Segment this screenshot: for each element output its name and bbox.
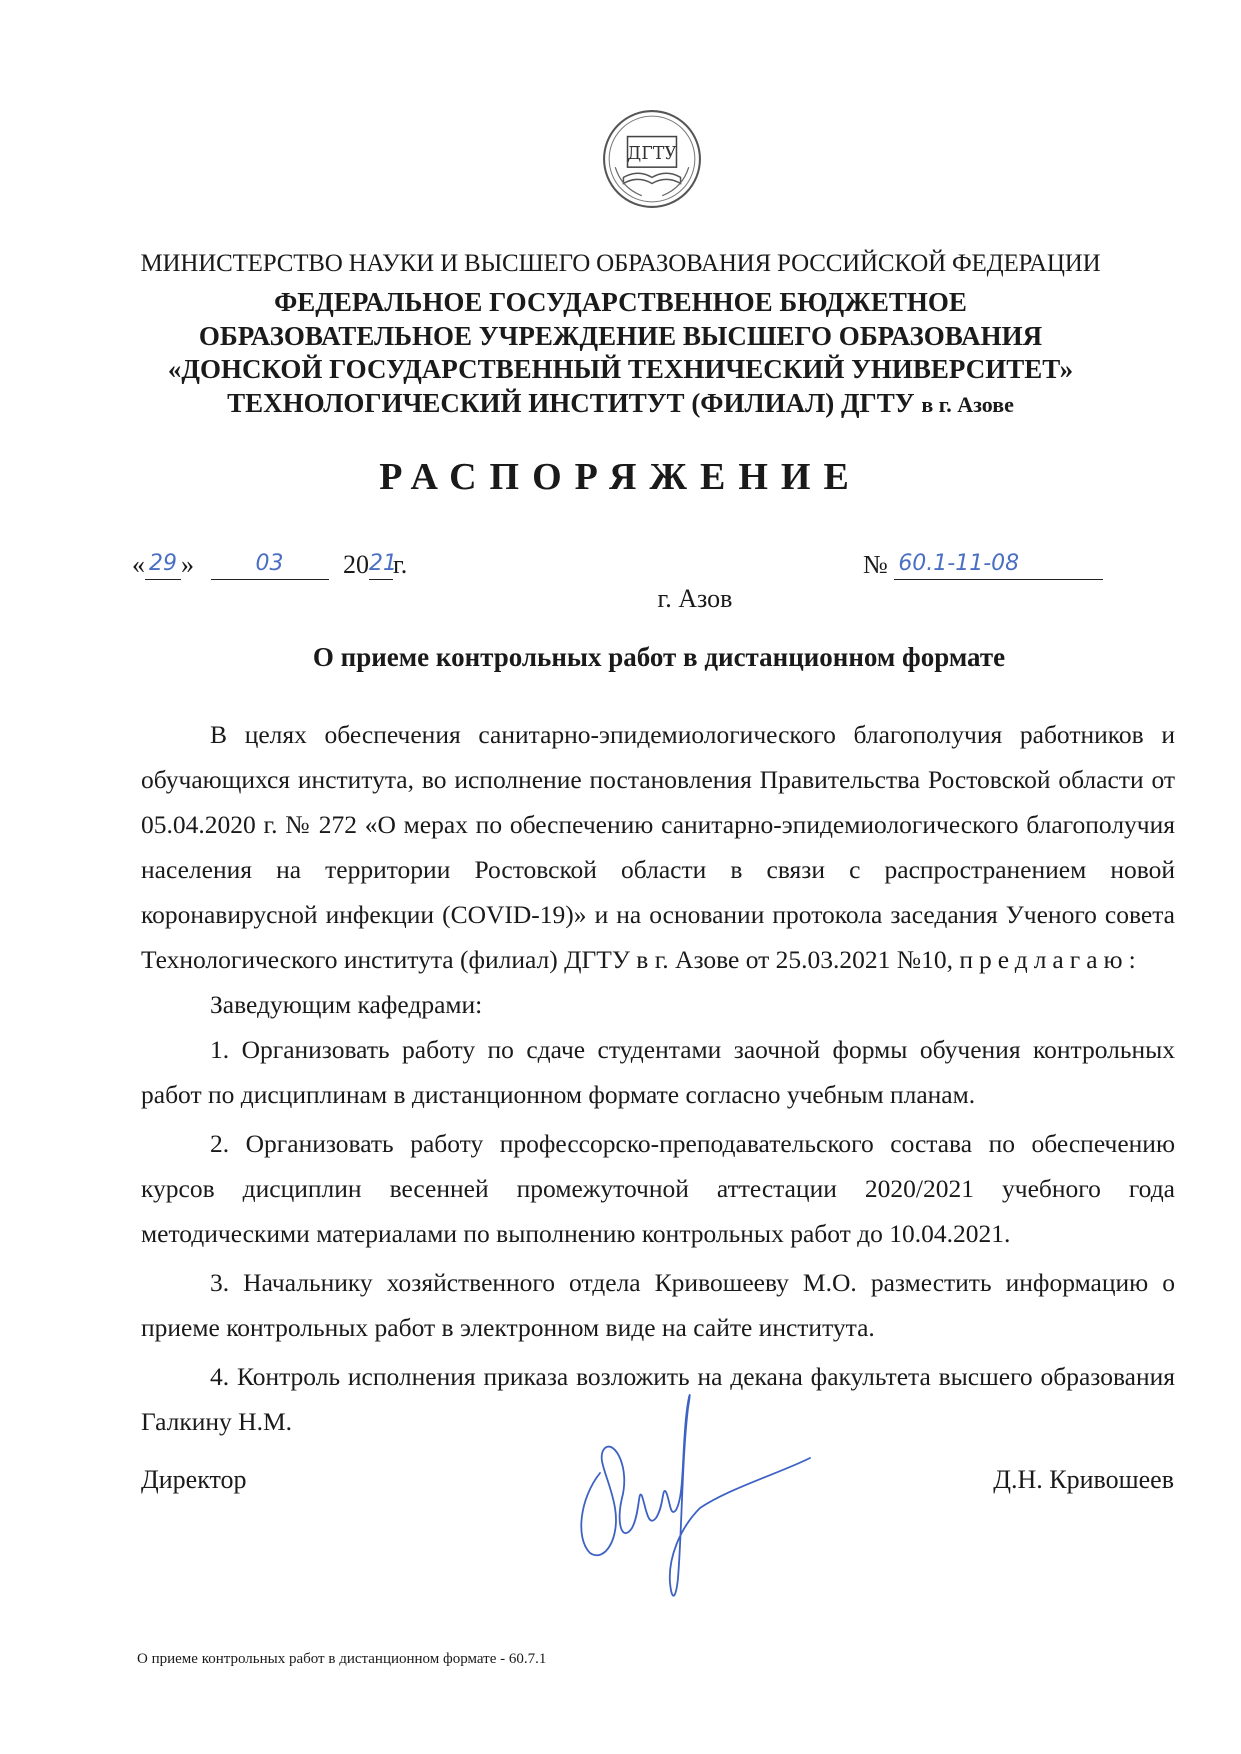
intro-paragraph xyxy=(141,712,1175,982)
propose-word: предлагаю: xyxy=(959,945,1142,974)
handwritten-signature xyxy=(560,1378,820,1608)
date-year-unit: г. xyxy=(393,550,408,579)
institution-line-1: ФЕДЕРАЛЬНОЕ ГОСУДАРСТВЕННОЕ БЮДЖЕТНОЕ xyxy=(274,287,967,317)
signatory-name: Д.Н. Кривошеев xyxy=(993,1465,1174,1494)
number-value: 60.1-11-08 xyxy=(894,551,1103,580)
intro-text: В целях обеспечения санитарно-эпидемиологического благополучия работников и обучающихся института, во исполнение постановления Правительства Ростовской области от 05.04.2020 г. № 272 «О мерах по обеспечению санитарно-эпидемиологического благополучия населения на территории Ростовской области в связи с распространением новой коронавирусной инфекции (COVID-19)» и на основании протокола заседания Ученого совета Технологического института (филиал) ДГТУ в г. Азове от 25.03.2021 №10, xyxy=(141,720,1175,974)
date-year-suffix: 21 xyxy=(369,551,393,580)
order-item: 2. Организовать работу профессорско-преподавательского состава по обеспечению курсов дисциплин весенней промежуточной аттестации 2020/2021 учебного года методическими материалами по выполнению контрольных работ до 10.04.2021. xyxy=(141,1129,1175,1248)
document-number xyxy=(863,550,1103,580)
institution-line-4 xyxy=(0,388,1241,419)
emblem-text: ДГТУ xyxy=(627,144,677,164)
order-item: 4. Контроль исполнения приказа возложить на декана факультета высшего образования Галкину Н.М. xyxy=(141,1362,1175,1436)
document-subject: О приеме контрольных работ в дистанционном формате xyxy=(312,642,1006,672)
document-city: г. Азов xyxy=(657,584,733,613)
document-type-title: РАСПОРЯЖЕНИЕ xyxy=(379,456,862,498)
signatory-title: Директор xyxy=(141,1465,247,1494)
order-item: 3. Начальнику хозяйственного отдела Кривошееву М.О. разместить информацию о приеме контрольных работ в электронном виде на сайте института. xyxy=(141,1268,1175,1342)
institute-name: ТЕХНОЛОГИЧЕСКИЙ ИНСТИТУТ (ФИЛИАЛ) ДГТУ xyxy=(227,388,915,418)
institute-city: в г. Азове xyxy=(921,392,1014,417)
date-day: 29 xyxy=(145,551,181,580)
date-close-quote: » xyxy=(181,550,194,579)
order-item: 1. Организовать работу по сдаче студентами заочной формы обучения контрольных работ по дисциплинам в дистанционном формате согласно учебным планам. xyxy=(141,1035,1175,1109)
document-date xyxy=(132,550,407,580)
page-footer: О приеме контрольных работ в дистанционном формате - 60.7.1 xyxy=(137,1651,547,1667)
date-open-quote: « xyxy=(132,550,145,579)
number-label: № xyxy=(863,550,888,579)
date-month: 03 xyxy=(211,551,329,580)
institution-line-2: ОБРАЗОВАТЕЛЬНОЕ УЧРЕЖДЕНИЕ ВЫСШЕГО ОБРАЗОВАНИЯ xyxy=(198,321,1043,351)
document-body xyxy=(141,712,1175,1444)
date-year-prefix: 20 xyxy=(343,550,369,579)
university-emblem-icon xyxy=(601,108,703,210)
addressee-paragraph: Заведующим кафедрами: xyxy=(210,990,483,1019)
ministry-line: МИНИСТЕРСТВО НАУКИ И ВЫСШЕГО ОБРАЗОВАНИЯ РОССИЙСКОЙ ФЕДЕРАЦИИ xyxy=(140,250,1101,277)
institution-line-3: «ДОНСКОЙ ГОСУДАРСТВЕННЫЙ ТЕХНИЧЕСКИЙ УНИВЕРСИТЕТ» xyxy=(167,354,1074,384)
